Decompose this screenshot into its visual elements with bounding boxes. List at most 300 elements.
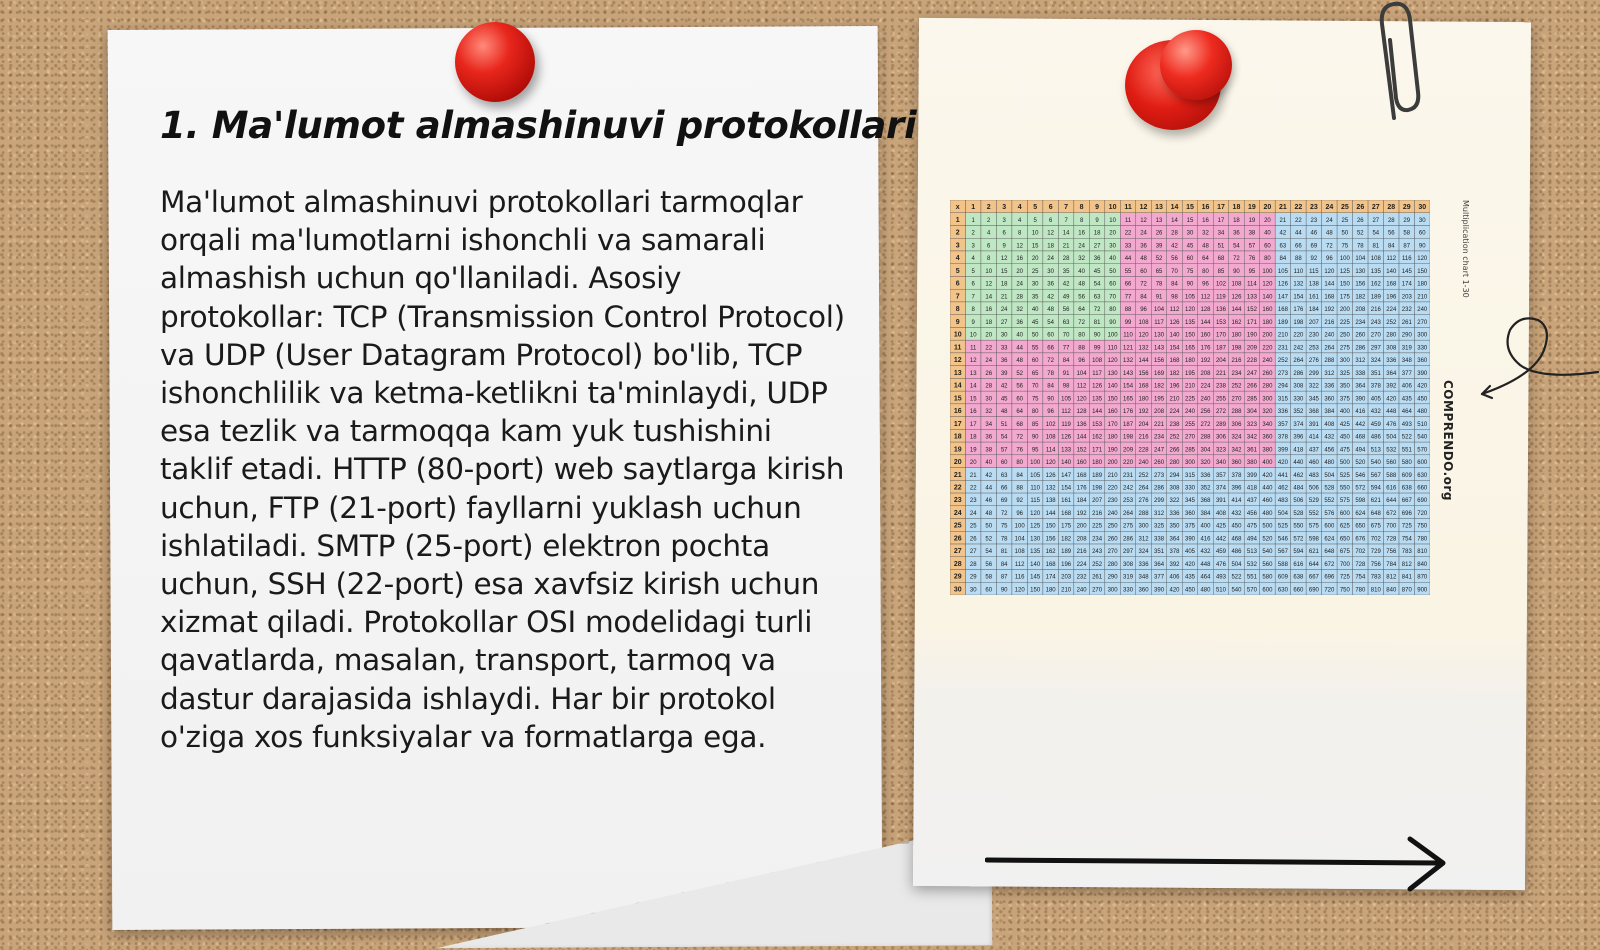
table-cell-value: 48 — [985, 510, 993, 517]
table-cell-value: 230 — [1308, 332, 1319, 339]
table-cell-value: 348 — [1401, 358, 1412, 365]
table-cell-value: 208 — [1154, 409, 1165, 416]
table-cell-value: 180 — [1231, 332, 1242, 339]
table-cell-value: 500 — [1262, 523, 1273, 530]
table-cell-value: 9 — [955, 318, 960, 326]
table-cell-value: 286 — [1293, 370, 1304, 377]
table-cell-value: 460 — [1308, 460, 1319, 467]
table-cell-value: 621 — [1308, 549, 1319, 556]
table-cell-value: 364 — [1169, 536, 1180, 543]
table-cell-value: 56 — [1016, 383, 1024, 390]
table-cell-value: 45 — [1093, 268, 1101, 275]
push-pin-icon — [455, 22, 535, 102]
table-cell-value: 638 — [1401, 485, 1412, 492]
table-cell-value: 90 — [1418, 243, 1426, 250]
table-cell-value: 24 — [1078, 243, 1085, 250]
table-cell-value: 162 — [1045, 549, 1056, 556]
table-cell-value: 96 — [1140, 307, 1147, 314]
table-cell-value: 143 — [1154, 345, 1165, 352]
table-cell-value: 29 — [1403, 217, 1411, 224]
table-cell-value: 25 — [1031, 268, 1039, 275]
table-cell-value: 30 — [1000, 332, 1008, 339]
table-cell-value: 14 — [953, 382, 962, 390]
table-cell-value: 21 — [953, 471, 962, 479]
table-cell-value: 161 — [1061, 498, 1072, 505]
table-cell-value: 84 — [1062, 358, 1070, 365]
table-cell-value: 540 — [1417, 434, 1428, 441]
table-cell-value: 285 — [1184, 447, 1196, 454]
table-cell-value: 540 — [1370, 460, 1381, 467]
table-cell-value: 550 — [1293, 523, 1304, 530]
multiplication-table — [950, 200, 1440, 595]
table-cell-value: 30 — [1418, 217, 1426, 224]
table-cell-value: 58 — [1403, 230, 1411, 237]
table-cell-value: 368 — [1200, 498, 1211, 505]
table-cell-value: 405 — [1184, 549, 1196, 556]
table-cell-value: 32 — [1202, 230, 1209, 237]
table-cell-value: 352 — [1200, 485, 1211, 492]
table-cell-value: 29 — [953, 573, 962, 581]
table-cell-value: 360 — [1138, 587, 1149, 594]
table-cell-value: 8 — [1079, 217, 1084, 224]
table-cell-value: 28 — [985, 383, 993, 390]
table-cell-value: 54 — [985, 549, 993, 556]
table-cell-value: 20 — [1264, 217, 1271, 224]
table-cell-value: 220 — [1262, 345, 1273, 352]
table-cell-value: 125 — [1339, 268, 1350, 275]
table-cell-value: 78 — [1155, 281, 1163, 288]
table-cell-value: 72 — [1093, 307, 1101, 314]
table-cell-value: 42 — [985, 472, 993, 479]
table-cell-value: 252 — [1277, 358, 1288, 365]
table-cell-value: 361 — [1246, 447, 1257, 454]
table-cell-value: 72 — [1326, 243, 1333, 250]
table-cell-value: 323 — [1215, 447, 1226, 454]
table-cell-value: 52 — [1356, 230, 1364, 237]
table-cell-value: 33 — [1000, 345, 1008, 352]
table-cell-value: 783 — [1370, 574, 1381, 581]
table-cell-value: 171 — [1092, 447, 1103, 454]
table-cell-value: 3 — [1002, 204, 1007, 212]
table-cell-value: 696 — [1401, 510, 1412, 517]
table-cell-value: 152 — [1246, 307, 1257, 314]
table-cell-value: 551 — [1246, 574, 1257, 581]
table-cell-value: 114 — [1247, 281, 1257, 288]
table-cell-value: 88 — [1016, 485, 1024, 492]
table-cell-value: 96 — [1016, 510, 1024, 517]
table-cell-value: 66 — [1295, 243, 1302, 250]
table-cell-value: 192 — [1076, 510, 1087, 517]
table-cell-value: 342 — [1246, 434, 1257, 441]
table-cell-value: 190 — [1107, 447, 1118, 454]
table-cell-value: 99 — [1093, 345, 1101, 352]
table-cell-value: 203 — [1061, 574, 1072, 581]
table-cell-value: 22 — [1124, 230, 1132, 237]
table-cell-value: 391 — [1215, 498, 1226, 505]
table-cell-value: 52 — [985, 536, 993, 543]
table-cell-value: 100 — [1014, 523, 1025, 530]
table-cell-value: 286 — [1123, 536, 1134, 543]
table-cell-value: 54 — [1093, 281, 1101, 288]
table-cell-value: 468 — [1355, 434, 1366, 441]
table-cell-value: 754 — [1355, 574, 1366, 581]
table-cell-value: 4 — [987, 230, 991, 237]
table-cell-value: 114 — [1045, 447, 1056, 454]
table-cell-value: 150 — [1184, 332, 1196, 339]
table-cell-value: 174 — [1045, 574, 1056, 581]
table-cell-value: 660 — [1293, 587, 1304, 594]
table-cell-value: 200 — [1076, 523, 1087, 530]
table-cell-value: 240 — [1262, 358, 1273, 365]
table-cell-value: 133 — [1246, 294, 1257, 301]
table-cell-value: 420 — [1417, 383, 1428, 390]
table-cell-value: 209 — [1246, 345, 1257, 352]
table-cell-value: 9 — [1002, 243, 1006, 250]
table-cell-value: 182 — [1154, 383, 1165, 390]
table-cell-value: 23 — [1310, 217, 1318, 224]
table-cell-value: 348 — [1138, 574, 1149, 581]
table-cell-value: 588 — [1386, 472, 1397, 479]
table-cell-value: 15 — [1186, 204, 1194, 212]
table-cell-value: 34 — [985, 421, 993, 428]
table-cell-value: 187 — [1215, 345, 1226, 352]
table-cell-value: 49 — [1062, 294, 1070, 301]
table-cell-value: 272 — [1215, 409, 1226, 416]
table-cell-value: 624 — [1355, 510, 1366, 517]
table-cell-value: 55 — [1124, 268, 1132, 275]
table-cell-value: 22 — [985, 345, 993, 352]
table-cell-value: 60 — [985, 587, 993, 594]
table-cell-value: 5 — [971, 268, 975, 275]
table-cell-value: 8 — [987, 256, 991, 263]
table-cell-value: 572 — [1355, 485, 1366, 492]
table-cell-value: 84 — [1387, 243, 1395, 250]
table-cell-value: 87 — [1403, 243, 1411, 250]
table-cell-value: 36 — [1093, 256, 1101, 263]
table-cell-value: 252 — [1231, 383, 1242, 390]
table-cell-value: 493 — [1215, 574, 1226, 581]
table-cell-value: 450 — [1417, 396, 1428, 403]
table-cell-value: 567 — [1370, 472, 1381, 479]
table-cell-value: 232 — [1401, 307, 1412, 314]
table-cell-value: 108 — [1138, 319, 1149, 326]
table-cell-value: 12 — [1140, 217, 1147, 224]
table-cell-value: 16 — [1201, 204, 1210, 212]
table-cell-value: 418 — [1293, 447, 1304, 454]
table-cell-value: 247 — [1154, 447, 1165, 454]
table-cell-value: 1 — [971, 204, 976, 212]
table-cell-value: 22 — [1295, 217, 1302, 224]
table-cell-value: 459 — [1215, 549, 1226, 556]
table-cell-value: 105 — [1277, 268, 1288, 275]
table-cell-value: 442 — [1355, 421, 1366, 428]
table-cell-value: 90 — [1233, 268, 1240, 275]
table-cell-value: 300 — [1184, 460, 1196, 467]
table-cell-value: 99 — [1124, 319, 1132, 326]
table-cell-value: 55 — [1031, 345, 1039, 352]
table-cell-value: 45 — [1000, 396, 1008, 403]
table-cell-value: 840 — [1386, 587, 1397, 594]
table-cell-value: 16 — [985, 307, 993, 314]
table-cell-value: 24 — [1140, 230, 1147, 237]
table-cell-value: 48 — [1000, 409, 1008, 416]
table-cell-value: 126 — [1045, 472, 1056, 479]
table-cell-value: 784 — [1386, 561, 1397, 568]
table-cell-value: 420 — [1386, 396, 1397, 403]
table-cell-value: 22 — [969, 485, 977, 492]
table-cell-value: 21 — [1279, 217, 1287, 224]
table-cell-value: x — [955, 204, 960, 212]
table-cell-value: 14 — [1062, 230, 1070, 237]
table-cell-value: 10 — [985, 268, 993, 275]
table-cell-value: 392 — [1169, 561, 1180, 568]
table-cell-value: 110 — [1107, 345, 1118, 352]
table-cell-value: 48 — [1047, 307, 1054, 314]
table-cell-value: 575 — [1339, 498, 1350, 505]
table-cell-value: 23 — [1309, 204, 1318, 212]
table-cell-value: 130 — [1030, 536, 1041, 543]
table-cell-value: 264 — [1293, 358, 1304, 365]
table-cell-value: 145 — [1030, 574, 1041, 581]
table-cell-value: 28 — [1387, 217, 1395, 224]
table-cell-value: 180 — [1107, 434, 1118, 441]
table-cell-value: 90 — [1109, 319, 1116, 326]
table-cell-value: 105 — [1061, 396, 1072, 403]
table-cell-value: 12 — [1139, 204, 1148, 212]
table-cell-value: 340 — [1262, 421, 1273, 428]
table-cell-value: 72 — [1000, 510, 1008, 517]
table-cell-value: 72 — [1233, 256, 1240, 263]
table-cell-value: 13 — [953, 369, 962, 377]
table-cell-value: 108 — [1045, 434, 1056, 441]
table-cell-value: 120 — [1014, 587, 1025, 594]
slide-body-text: Ma'lumot almashinuvi protokollari tarmoqlar orqali ma'lumotlarni ishonchli va samarali almashish uchun qo'llaniladi. Asosiy protokollar: TCP (Transmission Control Protocol) va UDP (User Datagram Protocol) bo'lib, TCP ishonchlilik va ketma-ketlikni ta'minlaydi, UDP esa tezlik va tarmoqqa kam yuk tushishini taklif etadi. HTTP (80-port) web saytlarga kirish uchun, FTP (21-port) fayllarni yuklash uchun ishlatiladi. SMTP (25-port) elektron pochta uchun, SSH (22-port) esa xavfsiz kirish uchun xizmat qiladi. Protokollar OSI modelidagi turli qavatlarda, masalan, transport, tarmoq va dastur darajasida ishlaydi. Har bir protokol o'ziga xos funksiyalar va formatlarga ega. — [160, 185, 845, 754]
table-cell-value: 464 — [1200, 574, 1211, 581]
table-cell-value: 13 — [969, 370, 977, 377]
table-cell-value: 260 — [1107, 536, 1118, 543]
table-cell-value: 600 — [1339, 510, 1350, 517]
table-cell-value: 420 — [1277, 460, 1288, 467]
table-cell-value: 336 — [1277, 409, 1288, 416]
table-cell-value: 504 — [1277, 510, 1288, 517]
table-cell-value: 29 — [1402, 204, 1411, 212]
table-cell-value: 243 — [1370, 319, 1381, 326]
table-cell-value: 170 — [1215, 332, 1226, 339]
table-cell-value: 242 — [1293, 345, 1304, 352]
table-cell-value: 330 — [1123, 587, 1134, 594]
table-cell-value: 242 — [1123, 485, 1134, 492]
table-cell-value: 2 — [971, 230, 975, 237]
table-cell-value: 11 — [954, 344, 962, 352]
table-cell-value: 156 — [1154, 358, 1165, 365]
table-cell-value: 60 — [1140, 268, 1147, 275]
table-cell-value: 189 — [1092, 472, 1103, 479]
table-cell-value: 189 — [1277, 319, 1288, 326]
table-cell-value: 275 — [1123, 523, 1134, 530]
table-cell-value: 575 — [1308, 523, 1319, 530]
table-cell-value: 42 — [1279, 230, 1287, 237]
table-cell-value: 3 — [971, 243, 975, 250]
table-cell-value: 92 — [1016, 498, 1024, 505]
table-cell-value: 153 — [1215, 319, 1226, 326]
table-cell-value: 319 — [1401, 345, 1412, 352]
table-cell-value: 528 — [1324, 485, 1335, 492]
table-cell-value: 112 — [1076, 383, 1087, 390]
table-cell-value: 168 — [1277, 307, 1288, 314]
table-cell-value: 11 — [1124, 204, 1132, 212]
table-cell-value: 104 — [1076, 370, 1087, 377]
table-cell-value: 29 — [969, 574, 977, 581]
table-cell-value: 208 — [1200, 370, 1211, 377]
table-cell-value: 224 — [1386, 307, 1397, 314]
table-cell-value: 286 — [1355, 345, 1366, 352]
table-cell-value: 140 — [1169, 332, 1180, 339]
table-cell-value: 20 — [1109, 230, 1116, 237]
table-cell-value: 40 — [1016, 332, 1024, 339]
table-cell-value: 154 — [1293, 294, 1304, 301]
table-cell-value: 432 — [1324, 434, 1335, 441]
table-cell-value: 36 — [1047, 281, 1054, 288]
table-cell-value: 540 — [1231, 587, 1242, 594]
table-cell-value: 16 — [969, 409, 977, 416]
table-cell-value: 168 — [1061, 510, 1072, 517]
table-cell-value: 676 — [1355, 536, 1366, 543]
table-cell-value: 28 — [1016, 294, 1024, 301]
table-cell-value: 357 — [1277, 421, 1288, 428]
table-cell-value: 696 — [1324, 574, 1335, 581]
table-cell-value: 180 — [1045, 587, 1056, 594]
table-cell-value: 120 — [1076, 396, 1087, 403]
table-cell-value: 324 — [1370, 358, 1381, 365]
table-cell-value: 27 — [1000, 319, 1008, 326]
table-cell-value: 96 — [1078, 358, 1085, 365]
table-cell-value: 32 — [985, 409, 993, 416]
table-cell-value: 162 — [1231, 319, 1242, 326]
table-cell-value: 160 — [1200, 332, 1211, 339]
table-cell-value: 14 — [985, 294, 993, 301]
table-cell-value: 286 — [1154, 485, 1165, 492]
table-cell-value: 783 — [1401, 549, 1412, 556]
table-cell-value: 756 — [1386, 549, 1397, 556]
table-cell-value: 136 — [1215, 307, 1226, 314]
table-cell-value: 144 — [1092, 409, 1103, 416]
table-cell-value: 504 — [1324, 472, 1335, 479]
table-cell-value: 600 — [1417, 460, 1428, 467]
table-cell-value: 580 — [1262, 574, 1273, 581]
table-cell-value: 28 — [953, 560, 962, 568]
table-cell-value: 570 — [1417, 447, 1428, 454]
multiplication-grid — [950, 200, 1430, 595]
table-cell-value: 560 — [1262, 561, 1273, 568]
table-cell-value: 8 — [1079, 204, 1084, 212]
table-cell-value: 319 — [1123, 574, 1134, 581]
table-cell-value: 16 — [1078, 230, 1085, 237]
table-cell-value: 336 — [1324, 383, 1335, 390]
table-cell-value: 630 — [1277, 587, 1288, 594]
table-cell-value: 104 — [1355, 256, 1366, 263]
table-cell-value: 588 — [1277, 561, 1288, 568]
table-cell-value: 176 — [1123, 409, 1134, 416]
table-cell-value: 170 — [1107, 421, 1118, 428]
table-cell-value: 459 — [1370, 421, 1381, 428]
table-cell-value: 168 — [1076, 472, 1087, 479]
table-cell-value: 416 — [1200, 536, 1211, 543]
table-cell-value: 12 — [985, 281, 993, 288]
table-cell-value: 30 — [953, 586, 962, 594]
table-cell-value: 9 — [1095, 204, 1100, 212]
table-cell-value: 100 — [1107, 332, 1118, 339]
table-cell-value: 266 — [1246, 383, 1257, 390]
table-cell-value: 128 — [1076, 409, 1087, 416]
table-cell-value: 168 — [1138, 383, 1149, 390]
table-cell-value: 221 — [1215, 370, 1226, 377]
table-cell-value: 207 — [1308, 319, 1319, 326]
table-cell-value: 6 — [955, 280, 960, 288]
table-cell-value: 675 — [1339, 549, 1350, 556]
table-cell-value: 162 — [1370, 281, 1381, 288]
table-cell-value: 399 — [1277, 447, 1288, 454]
table-cell-value: 126 — [1061, 434, 1072, 441]
table-cell-value: 220 — [1293, 332, 1304, 339]
table-cell-value: 154 — [1061, 485, 1072, 492]
table-cell-value: 390 — [1417, 370, 1428, 377]
table-cell-value: 368 — [1308, 409, 1319, 416]
table-cell-value: 405 — [1370, 396, 1381, 403]
table-cell-value: 88 — [1124, 307, 1132, 314]
table-cell-value: 550 — [1339, 485, 1350, 492]
table-cell-value: 350 — [1169, 523, 1180, 530]
table-cell-value: 132 — [1045, 485, 1056, 492]
table-cell-value: 58 — [985, 574, 993, 581]
table-cell-value: 30 — [969, 587, 977, 594]
table-cell-value: 9 — [1095, 217, 1099, 224]
table-cell-value: 221 — [1154, 421, 1165, 428]
table-cell-value: 330 — [1184, 485, 1196, 492]
table-cell-value: 532 — [1246, 561, 1257, 568]
table-cell-value: 5 — [1033, 217, 1037, 224]
table-cell-value: 900 — [1417, 587, 1428, 594]
table-cell-value: 115 — [1309, 268, 1319, 275]
table-cell-value: 84 — [1016, 472, 1024, 479]
table-cell-value: 624 — [1324, 536, 1335, 543]
table-cell-value: 21 — [1279, 204, 1287, 212]
table-cell-value: 168 — [1169, 358, 1180, 365]
table-cell-value: 464 — [1401, 409, 1412, 416]
table-cell-value: 21 — [1062, 243, 1070, 250]
table-cell-value: 26 — [985, 370, 993, 377]
binder-holes — [412, 825, 993, 948]
table-cell-value: 437 — [1308, 447, 1319, 454]
table-cell-value: 180 — [1184, 358, 1196, 365]
table-cell-value: 84 — [1000, 561, 1008, 568]
table-cell-value: 176 — [1293, 307, 1304, 314]
table-cell-value: 76 — [1016, 447, 1024, 454]
table-cell-value: 136 — [1076, 421, 1087, 428]
table-cell-value: 594 — [1370, 485, 1381, 492]
table-cell-value: 96 — [1047, 409, 1054, 416]
table-cell-value: 138 — [1308, 281, 1319, 288]
table-cell-value: 6 — [971, 281, 975, 288]
table-cell-value: 28 — [1387, 204, 1396, 212]
table-cell-value: 435 — [1401, 396, 1412, 403]
table-cell-value: 196 — [1169, 383, 1180, 390]
table-cell-value: 270 — [1231, 396, 1242, 403]
table-cell-value: 72 — [1047, 358, 1054, 365]
table-cell-value: 240 — [1324, 332, 1335, 339]
table-cell-value: 234 — [1355, 319, 1366, 326]
table-cell-value: 33 — [1124, 243, 1132, 250]
table-cell-value: 144 — [1231, 307, 1242, 314]
